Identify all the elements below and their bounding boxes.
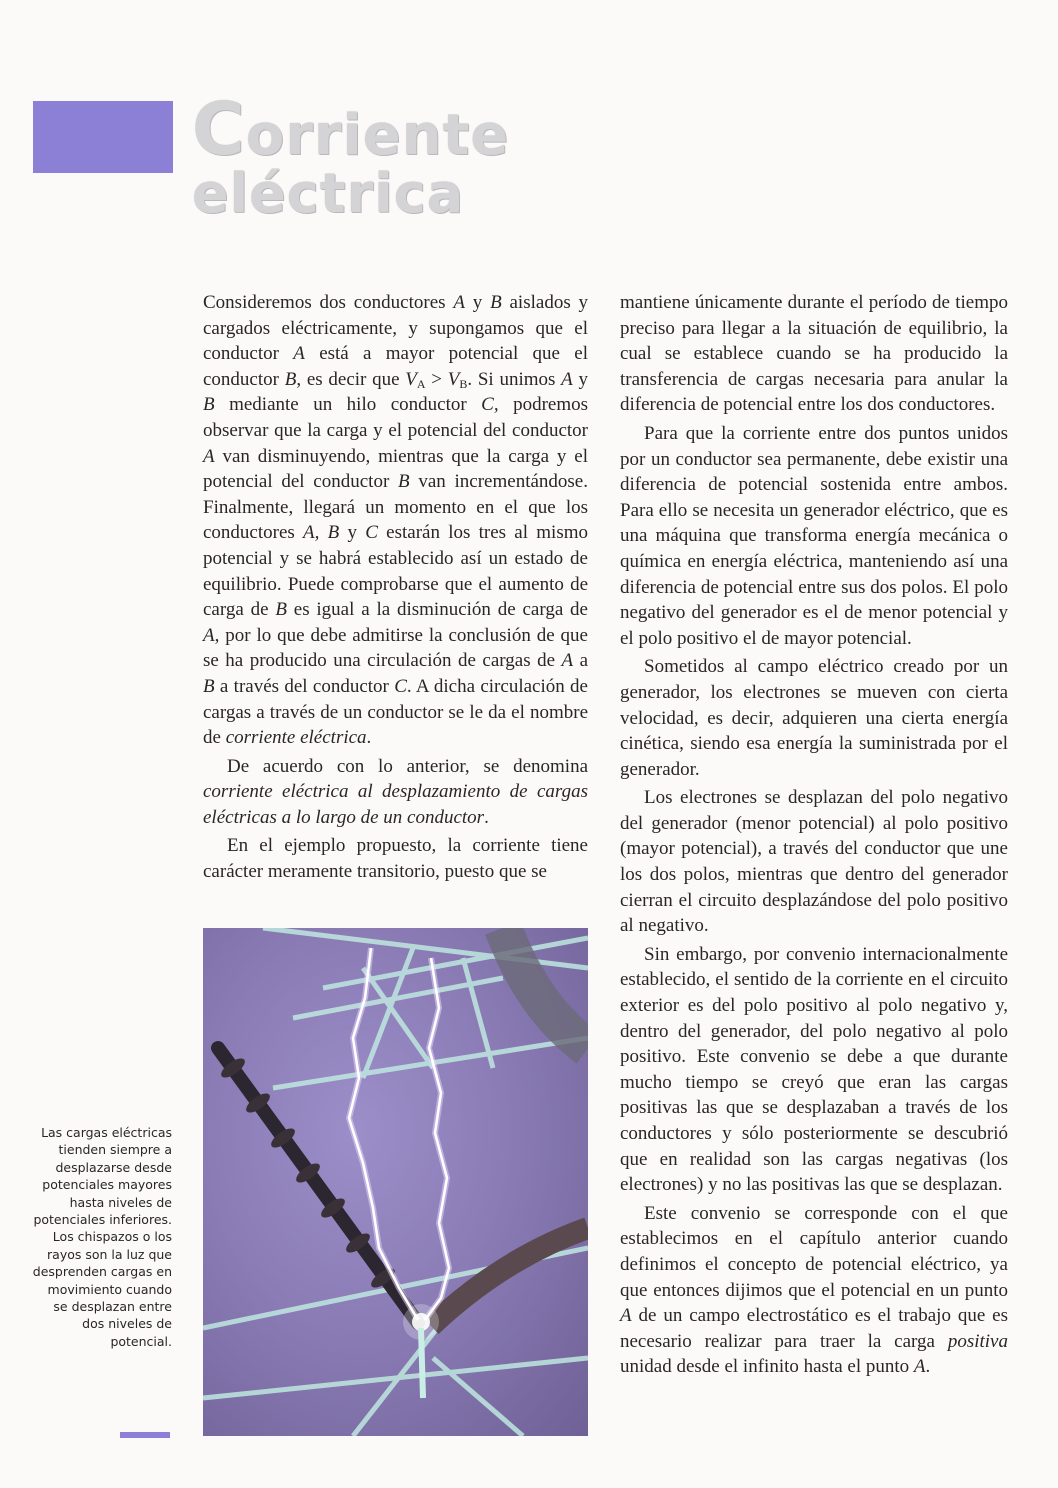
caption-accent-bar [120,1432,170,1438]
lightning-photo [203,928,588,1436]
title-initial: C [192,87,246,171]
right-column [620,290,1008,1380]
title-line1-rest: orriente [245,103,510,168]
paragraph: Consideremos dos conductores A y B aislados y cargados eléctricamente, y supongamos que el conductor A está a mayor potencial que el conductor B, es decir que $V_A > V_B$. Si unimos A y B mediante un hilo conductor C, podremos observar que la carga y el potencial del conductor A van disminuyendo, mientras que la carga y el potencial del conductor B van incrementándose. Finalmente, llegará un momento en el que los conductores A, B y C estarán los tres al mismo potencial y se habrá establecido así un estado de equilibrio. Puede comprobarse que el aumento de carga de B es igual a la disminución de carga de A, por lo que debe admitirse la conclusión de que se ha producido una circulación de cargas de A a B a través del conductor C. A dicha circulación de cargas a través de un conductor se le da el nombre de corriente eléctrica. [203,292,589,749]
paragraph: De acuerdo con lo anterior, se denomina corriente eléctrica al desplazamiento de cargas eléctricas a lo largo de un conductor. [203,755,588,828]
page-title [192,87,510,225]
photo-caption: Las cargas eléctricas tienden siempre a desplazarse desde potenciales mayores hasta niveles de potenciales inferiores. Los chispazos o los rayos son la luz que desprenden cargas en movimiento cuando se desplazan entre dos niveles de potencial. [32,1125,172,1349]
left-column [203,290,588,885]
title-line2: eléctrica [192,162,465,225]
paragraph: Sin embargo, por convenio internacionalmente establecido, el sentido de la corriente en el circuito exterior es del polo positivo al polo negativo y, dentro del generador, del polo negativo al polo positivo. Este convenio se debe a que durante mucho tiempo se creyó que eran las cargas positivas las que se desplazaban a través de los conductores y sólo posteriormente se descubrió que en realidad son las cargas negativas (los electrones) y no las positivas las que se desplazan. [620,943,1008,1196]
paragraph: En el ejemplo propuesto, la corriente tiene carácter meramente transitorio, puesto que se [203,835,588,883]
paragraph: Los electrones se desplazan del polo negativo del generador (menor potencial) al polo positivo (mayor potencial), a través del conductor que une los dos polos, mientras que dentro del generador cierran el circuito desplazándose del polo positivo al negativo. [620,787,1008,937]
paragraph: mantiene únicamente durante el período de tiempo preciso para llegar a la situación de equilibrio, la cual se establece cuando se ha producido la transferencia de cargas necesaria para anular la diferencia de potencial entre los dos conductores. [620,292,1008,416]
paragraph: Para que la corriente entre dos puntos unidos por un conductor sea permanente, debe existir una diferencia de potencial sostenida entre ambos. Para ello se necesita un generador eléctrico, que es una máquina que transforma energía mecánica o química en energía eléctrica, manteniendo así una diferencia de potencial entre sus dos polos. El polo negativo del generador es el de menor potencial y el polo positivo el de mayor potencial. [620,422,1008,649]
paragraph: Sometidos al campo eléctrico creado por un generador, los electrones se mueven con cierta velocidad, es decir, adquieren una cierta energía cinética, siendo esa energía la suministrada por el generador. [620,656,1008,780]
paragraph: Este convenio se corresponde con el que establecimos en el capítulo anterior cuando definimos el concepto de potencial eléctrico, ya que entonces dijimos que el potencial en un punto A de un campo electrostático es el trabajo que es necesario realizar para traer la carga positiva unidad desde el infinito hasta el punto A. [620,1202,1008,1378]
title-accent-block [33,101,173,173]
